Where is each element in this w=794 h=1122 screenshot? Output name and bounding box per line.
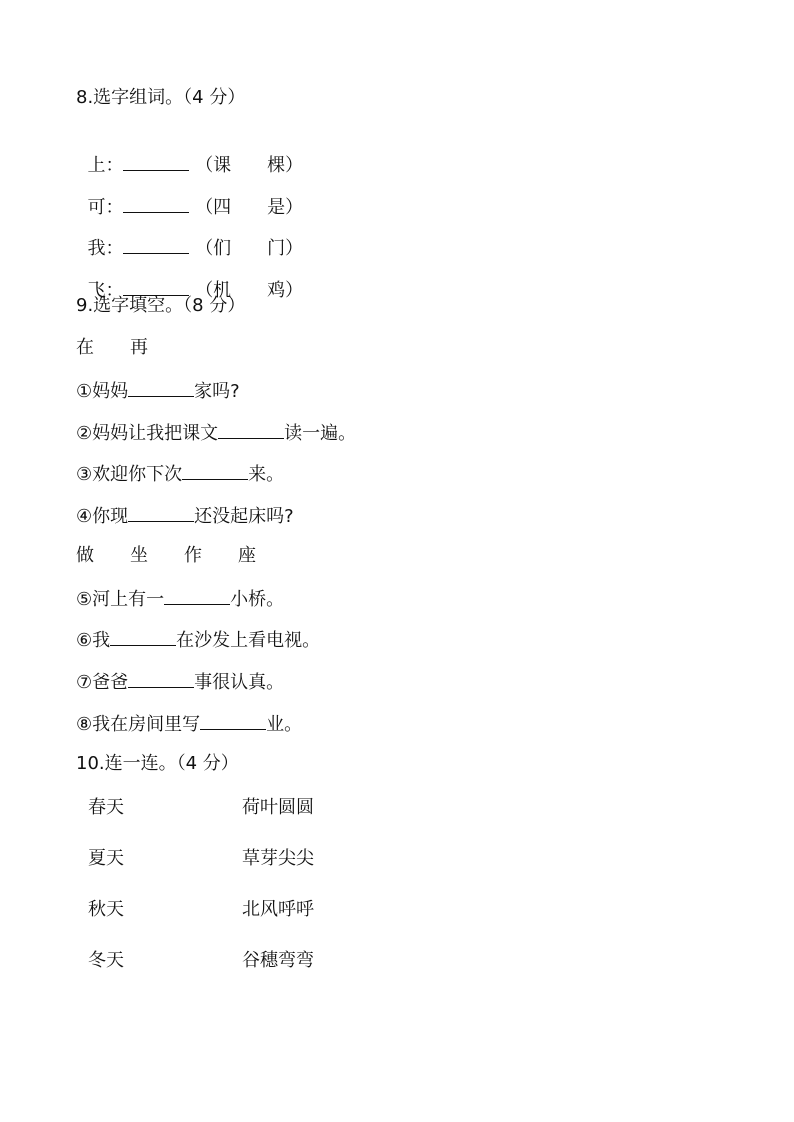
q9-s5-after: 小桥。 [230,589,285,610]
q9-s3-after: 来。 [248,464,285,485]
q9-s7-before: ⑦爸爸 [76,672,129,693]
q9-s2-blank[interactable] [218,420,284,439]
q9-sentence-8 [76,711,302,735]
q9-sentence-1 [76,378,240,402]
q9-s2-before: ②妈妈让我把课文 [76,423,219,444]
q10-right-item-2[interactable]: 草芽尖尖 [242,848,314,869]
q9-sentence-5 [76,586,284,610]
q10-right-item-3[interactable]: 北风呼呼 [242,899,314,920]
q8-item-4 [76,253,304,301]
q9-sentence-4 [76,503,294,527]
q9-s5-before: ⑤河上有一 [76,589,165,610]
q9-s8-before: ⑧我在房间里写 [76,714,201,735]
q8-item-3-options: （们 门） [195,238,304,259]
q8-item-3-blank[interactable] [123,235,189,254]
q10-right-item-4[interactable]: 谷穗弯弯 [242,950,314,971]
q9-s6-before: ⑥我 [76,630,111,651]
q9-title: 9.选字填空。（8 分） [76,295,246,316]
q9-s2-after: 读一遍。 [284,423,357,444]
q8-item-3 [76,211,304,259]
q9-sentence-7 [76,669,284,693]
q9-s8-after: 业。 [266,714,303,735]
q9-sentence-3 [76,461,284,485]
q9-s5-blank[interactable] [164,586,230,605]
q8-item-3-char: 我： [87,238,124,259]
q9-s1-blank[interactable] [128,378,194,397]
q9-s3-blank[interactable] [182,461,248,480]
q9-s1-before: ①妈妈 [76,381,129,402]
q8-item-4-char: 飞： [87,280,124,301]
q8-item-1 [76,128,304,176]
q9-word-group-2: 做 坐 作 座 [76,545,256,566]
q10-left-item-3[interactable]: 秋天 [88,899,124,920]
q8-item-2-options: （四 是） [195,197,304,218]
q9-s7-blank[interactable] [128,669,194,688]
q9-sentence-6 [76,627,320,651]
q8-item-4-options: （机 鸡） [195,280,304,301]
q9-s4-before: ④你现 [76,506,129,527]
q9-s6-after: 在沙发上看电视。 [176,630,321,651]
q8-item-2-char: 可： [87,197,124,218]
q9-s3-before: ③欢迎你下次 [76,464,183,485]
q10-right-item-1[interactable]: 荷叶圆圆 [242,797,314,818]
q8-item-1-char: 上： [87,155,124,176]
q10-left-item-1[interactable]: 春天 [88,797,124,818]
q9-s1-after: 家吗? [194,381,240,402]
q9-s7-after: 事很认真。 [194,672,285,693]
q9-s4-blank[interactable] [128,503,194,522]
q8-item-1-options: （课 棵） [195,155,304,176]
q9-s4-after: 还没起床吗? [194,506,294,527]
q9-word-group-1: 在 再 [76,337,148,358]
q8-item-2 [76,170,304,218]
q8-title: 8.选字组词。（4 分） [76,87,246,108]
q9-sentence-2 [76,420,356,444]
q9-s6-blank[interactable] [110,627,176,646]
q8-item-1-blank[interactable] [123,152,189,171]
q10-left-item-4[interactable]: 冬天 [88,950,124,971]
q10-title: 10.连一连。（4 分） [76,753,239,774]
q9-s8-blank[interactable] [200,711,266,730]
q10-left-item-2[interactable]: 夏天 [88,848,124,869]
